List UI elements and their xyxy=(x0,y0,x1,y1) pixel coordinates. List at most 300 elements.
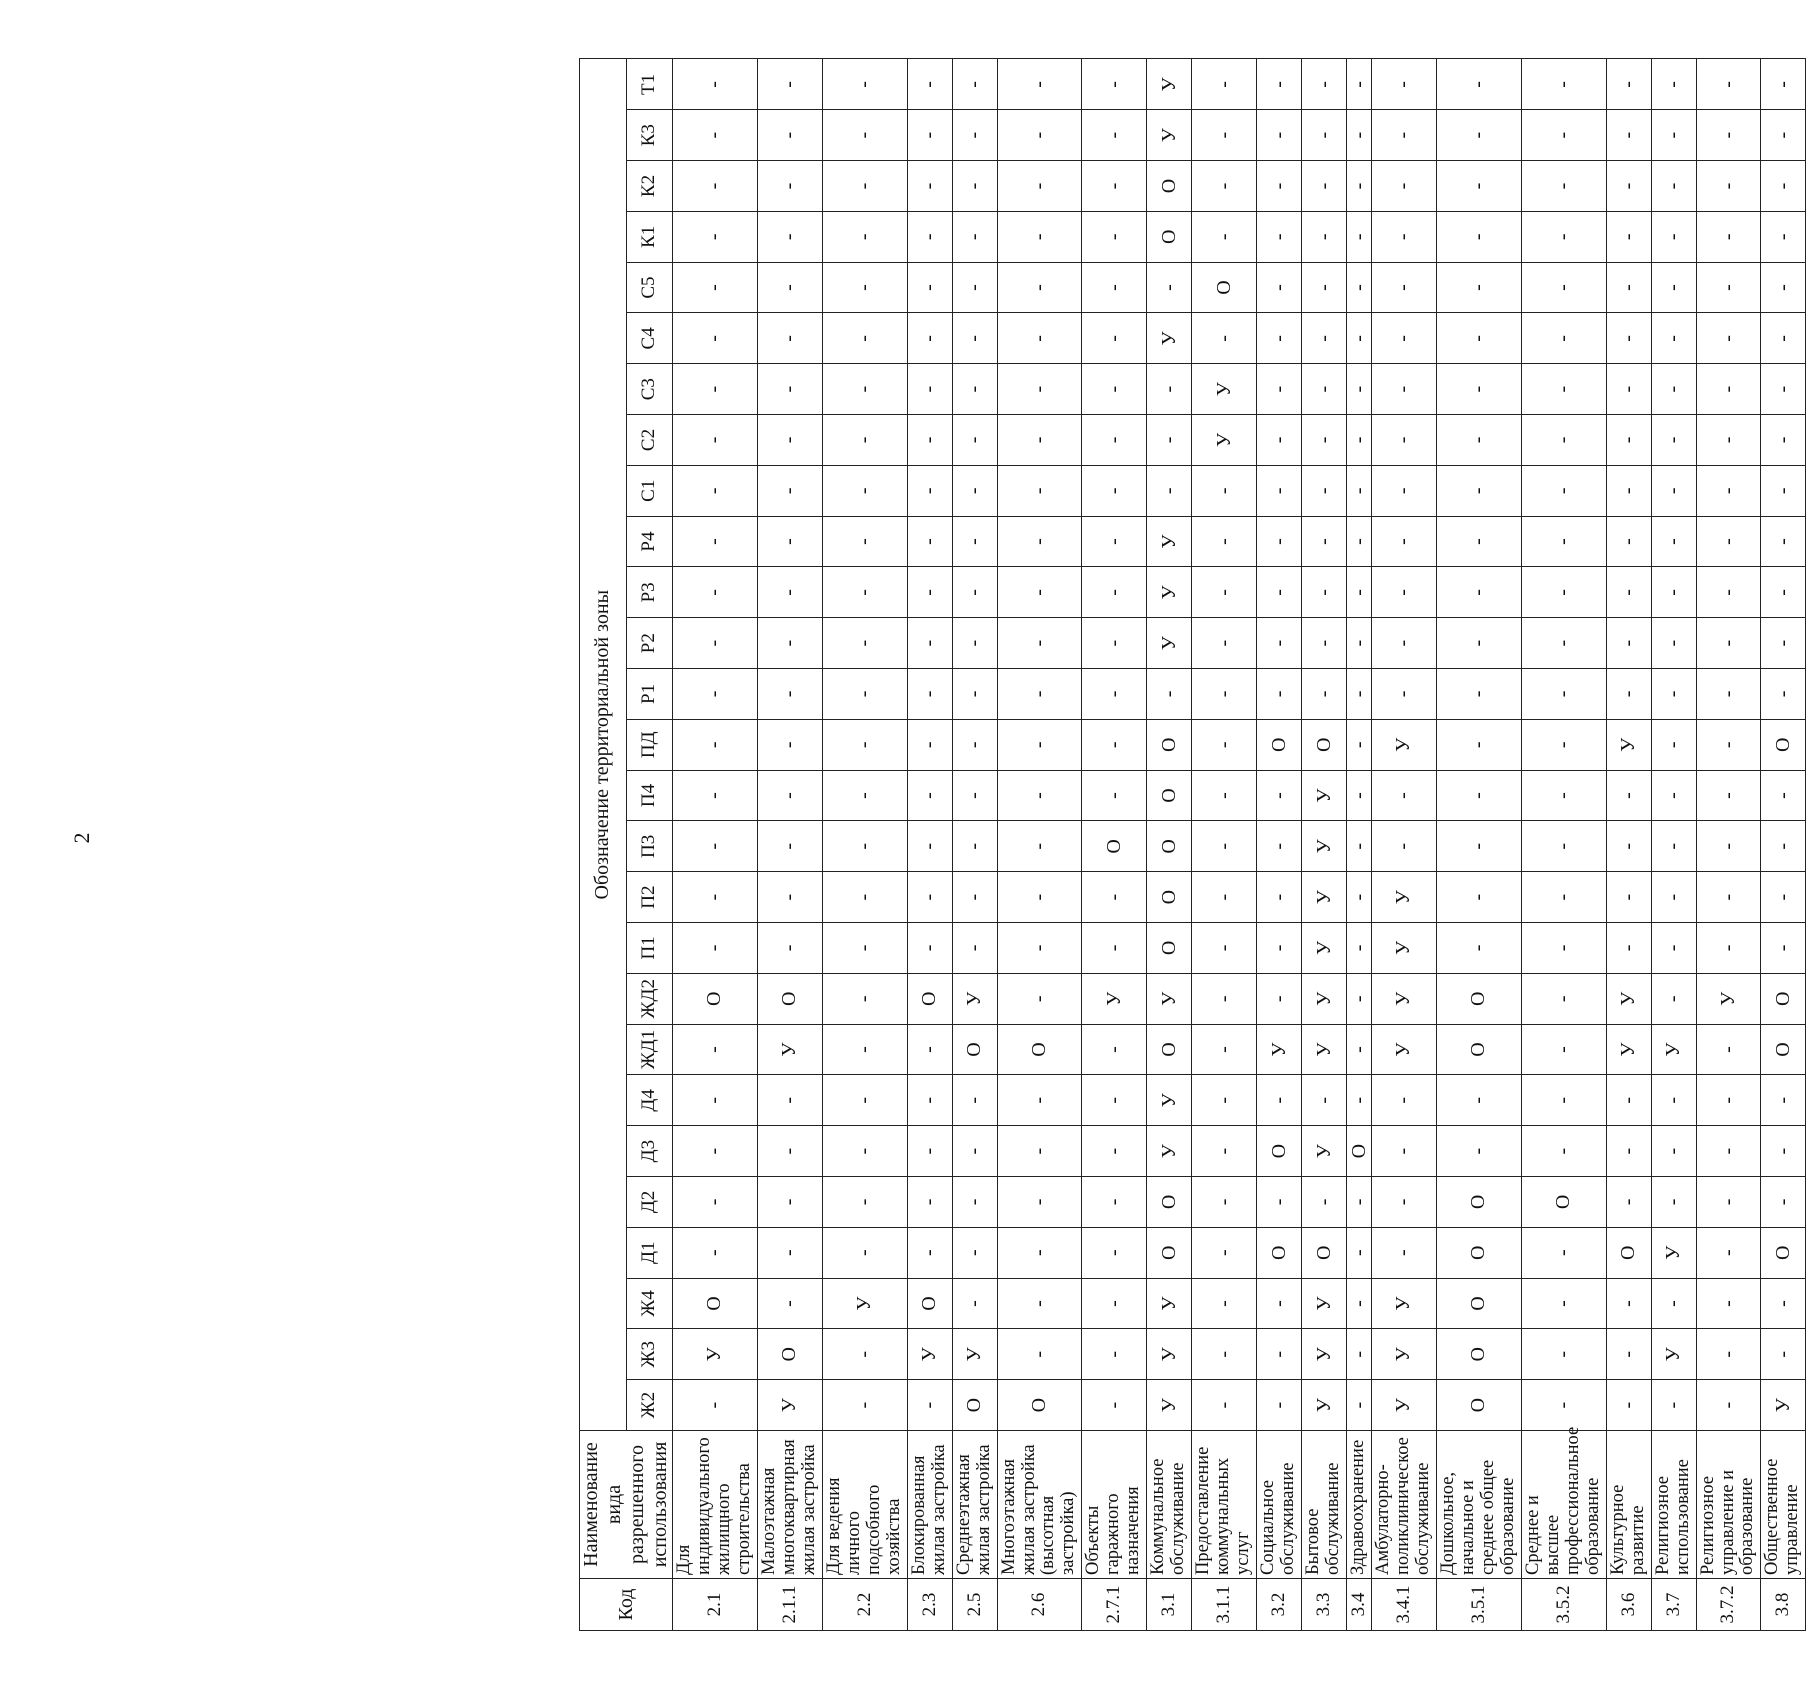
zone-value-cell: - xyxy=(1347,415,1372,466)
zone-value-cell: - xyxy=(757,821,822,872)
zone-value-cell: - xyxy=(1521,719,1606,770)
zone-value-cell: - xyxy=(822,1329,907,1380)
zone-value-cell: - xyxy=(1347,59,1372,110)
zone-value-cell: - xyxy=(997,1329,1082,1380)
zone-value-cell: - xyxy=(1761,923,1806,974)
zone-value-cell: - xyxy=(1347,618,1372,669)
zone-value-cell: - xyxy=(1651,1380,1696,1431)
zone-value-cell: - xyxy=(1257,465,1302,516)
zone-value-cell: - xyxy=(1192,1329,1257,1380)
zone-value-cell: - xyxy=(1082,1227,1147,1278)
zone-value-cell: У xyxy=(1606,1024,1651,1075)
zone-value-cell: - xyxy=(1192,618,1257,669)
zone-value-cell: - xyxy=(1302,567,1347,618)
zone-value-cell: - xyxy=(1436,1126,1521,1177)
row-name: Среднеэтажная жилая застройка xyxy=(952,1431,997,1579)
zone-value-cell: - xyxy=(673,364,758,415)
zone-value-cell: У xyxy=(1372,1380,1437,1431)
zone-value-cell: - xyxy=(1082,1075,1147,1126)
row-code: 3.3 xyxy=(1302,1579,1347,1631)
row-code: 3.5.1 xyxy=(1436,1579,1521,1631)
zone-code-header: П2 xyxy=(626,872,673,923)
table-row xyxy=(1302,59,1347,1631)
zone-value-cell: О xyxy=(907,973,952,1024)
zone-value-cell: - xyxy=(822,770,907,821)
zone-value-cell: - xyxy=(1257,1075,1302,1126)
zone-value-cell: - xyxy=(1436,719,1521,770)
table-row xyxy=(997,59,1082,1631)
zone-value-cell: - xyxy=(1696,1227,1761,1278)
zone-code-header: Т1 xyxy=(626,59,673,110)
zone-value-cell: О xyxy=(1147,1024,1192,1075)
zone-value-cell: У xyxy=(952,1329,997,1380)
zone-code-header: К1 xyxy=(626,211,673,262)
zone-value-cell: - xyxy=(757,161,822,212)
zone-value-cell: - xyxy=(1082,1024,1147,1075)
zone-value-cell: - xyxy=(822,415,907,466)
zone-value-cell: - xyxy=(1436,770,1521,821)
zone-value-cell: - xyxy=(1606,1329,1651,1380)
zone-value-cell: - xyxy=(997,313,1082,364)
zone-value-cell: У xyxy=(1372,1024,1437,1075)
zone-value-cell: - xyxy=(1347,719,1372,770)
row-name: Малоэтажная многоквартирная жилая застройка xyxy=(757,1431,822,1579)
table-row xyxy=(1696,59,1761,1631)
zone-value-cell: - xyxy=(1761,1075,1806,1126)
zone-value-cell: У xyxy=(1192,415,1257,466)
zone-value-cell: - xyxy=(997,211,1082,262)
zone-value-cell: У xyxy=(1372,719,1437,770)
zone-value-cell: О xyxy=(1147,719,1192,770)
zone-value-cell: - xyxy=(907,1126,952,1177)
zone-value-cell: - xyxy=(1436,1075,1521,1126)
zone-value-cell: - xyxy=(1521,923,1606,974)
zone-value-cell: - xyxy=(1347,567,1372,618)
zone-value-cell: О xyxy=(1436,1278,1521,1329)
zone-value-cell: - xyxy=(1347,364,1372,415)
zone-value-cell: - xyxy=(757,465,822,516)
zone-value-cell: - xyxy=(1651,1177,1696,1228)
zone-value-cell: - xyxy=(1606,1126,1651,1177)
zone-value-cell: - xyxy=(952,719,997,770)
zone-value-cell: О xyxy=(1192,262,1257,313)
zone-value-cell: - xyxy=(1082,313,1147,364)
zone-value-cell: О xyxy=(1436,1380,1521,1431)
row-name: Здравоохранение xyxy=(1347,1431,1372,1579)
zone-value-cell: - xyxy=(1082,59,1147,110)
table-row xyxy=(1761,59,1806,1631)
zone-value-cell: О xyxy=(1147,923,1192,974)
row-name: Культурное развитие xyxy=(1606,1431,1651,1579)
zone-value-cell: О xyxy=(1606,1227,1651,1278)
zone-value-cell: - xyxy=(1761,1278,1806,1329)
zone-value-cell: - xyxy=(757,364,822,415)
zone-value-cell: - xyxy=(1521,1126,1606,1177)
zone-value-cell: У xyxy=(1606,719,1651,770)
zone-value-cell: - xyxy=(997,465,1082,516)
zone-value-cell: - xyxy=(1347,1177,1372,1228)
zone-value-cell: О xyxy=(1436,1227,1521,1278)
zone-value-cell: - xyxy=(1651,821,1696,872)
zone-value-cell: - xyxy=(1436,110,1521,161)
zone-value-cell: - xyxy=(1347,1227,1372,1278)
zone-value-cell: - xyxy=(997,516,1082,567)
zone-value-cell: - xyxy=(1696,1024,1761,1075)
zone-value-cell: - xyxy=(757,719,822,770)
zone-value-cell: - xyxy=(1302,516,1347,567)
zone-value-cell: У xyxy=(1147,618,1192,669)
row-name: Общественное управление xyxy=(1761,1431,1806,1579)
zone-value-cell: У xyxy=(1302,821,1347,872)
zone-code-header: Д1 xyxy=(626,1227,673,1278)
zone-value-cell: - xyxy=(1521,161,1606,212)
zone-value-cell: - xyxy=(1521,262,1606,313)
zone-value-cell: - xyxy=(1651,313,1696,364)
zone-value-cell: - xyxy=(1302,364,1347,415)
zone-value-cell: - xyxy=(1082,1278,1147,1329)
zone-value-cell: - xyxy=(757,313,822,364)
zone-value-cell: - xyxy=(1347,313,1372,364)
zone-value-cell: О xyxy=(757,973,822,1024)
zone-value-cell: - xyxy=(997,364,1082,415)
zone-value-cell: У xyxy=(1147,1075,1192,1126)
zone-value-cell: - xyxy=(1696,1075,1761,1126)
zone-value-cell: - xyxy=(1302,313,1347,364)
zone-value-cell: - xyxy=(997,110,1082,161)
zone-value-cell: - xyxy=(1302,211,1347,262)
zone-value-cell: - xyxy=(673,1380,758,1431)
zone-value-cell: - xyxy=(1372,262,1437,313)
zone-value-cell: - xyxy=(1651,211,1696,262)
zone-value-cell: - xyxy=(1192,59,1257,110)
zone-value-cell: О xyxy=(1302,719,1347,770)
page-number: 2 xyxy=(69,832,94,844)
table-row xyxy=(822,59,907,1631)
zone-value-cell: - xyxy=(907,59,952,110)
zone-value-cell: - xyxy=(1606,1177,1651,1228)
zone-value-cell: - xyxy=(1696,821,1761,872)
zone-value-cell: - xyxy=(1696,872,1761,923)
zone-value-cell: - xyxy=(1372,669,1437,720)
zone-value-cell: - xyxy=(1436,618,1521,669)
zone-value-cell: О xyxy=(1147,211,1192,262)
zone-value-cell: - xyxy=(1192,110,1257,161)
zone-value-cell: - xyxy=(1192,770,1257,821)
row-name: Социальное обслуживание xyxy=(1257,1431,1302,1579)
zone-value-cell: - xyxy=(1302,465,1347,516)
zone-value-cell: - xyxy=(1082,262,1147,313)
zone-value-cell: - xyxy=(1192,1024,1257,1075)
zone-value-cell: - xyxy=(1372,770,1437,821)
zone-value-cell: - xyxy=(1606,211,1651,262)
zone-value-cell: - xyxy=(1521,313,1606,364)
zone-value-cell: У xyxy=(1651,1227,1696,1278)
zone-value-cell: У xyxy=(1192,364,1257,415)
row-code: 3.8 xyxy=(1761,1579,1806,1631)
zone-value-cell: - xyxy=(1696,262,1761,313)
zone-code-header: ЖД1 xyxy=(626,1024,673,1075)
zone-value-cell: - xyxy=(673,465,758,516)
zone-value-cell: - xyxy=(907,618,952,669)
zone-value-cell: - xyxy=(1192,1126,1257,1177)
zone-value-cell: - xyxy=(1347,110,1372,161)
zone-value-cell: - xyxy=(1372,1126,1437,1177)
zone-value-cell: - xyxy=(673,567,758,618)
zone-value-cell: У xyxy=(1147,567,1192,618)
zone-value-cell: - xyxy=(1347,465,1372,516)
zone-value-cell: - xyxy=(1521,872,1606,923)
zone-value-cell: - xyxy=(1302,262,1347,313)
zone-value-cell: - xyxy=(757,567,822,618)
zone-value-cell: - xyxy=(1651,719,1696,770)
zone-value-cell: - xyxy=(1347,923,1372,974)
zone-value-cell: - xyxy=(1372,821,1437,872)
zone-code-header: П1 xyxy=(626,923,673,974)
zone-value-cell: - xyxy=(1372,313,1437,364)
zone-value-cell: - xyxy=(1436,465,1521,516)
zone-value-cell: У xyxy=(757,1380,822,1431)
zone-value-cell: - xyxy=(1521,465,1606,516)
zone-code-header: К2 xyxy=(626,161,673,212)
zone-value-cell: - xyxy=(952,872,997,923)
zone-value-cell: У xyxy=(1147,1126,1192,1177)
zone-value-cell: - xyxy=(1521,669,1606,720)
zone-value-cell: - xyxy=(1082,618,1147,669)
zone-value-cell: О xyxy=(1147,872,1192,923)
zone-value-cell: У xyxy=(1147,516,1192,567)
zone-value-cell: - xyxy=(757,516,822,567)
zone-value-cell: - xyxy=(952,364,997,415)
zone-value-cell: - xyxy=(1436,262,1521,313)
zone-value-cell: - xyxy=(1372,110,1437,161)
zone-value-cell: - xyxy=(907,719,952,770)
zone-value-cell: - xyxy=(1761,211,1806,262)
zone-code-header: С4 xyxy=(626,313,673,364)
zone-value-cell: У xyxy=(1761,1380,1806,1431)
zone-value-cell: - xyxy=(757,618,822,669)
zone-value-cell: У xyxy=(1302,923,1347,974)
zone-value-cell: - xyxy=(673,770,758,821)
zone-value-cell: - xyxy=(1347,821,1372,872)
zone-value-cell: - xyxy=(1521,1227,1606,1278)
zone-value-cell: - xyxy=(757,1278,822,1329)
zone-value-cell: - xyxy=(1082,364,1147,415)
zone-value-cell: - xyxy=(1521,110,1606,161)
zone-value-cell: - xyxy=(1606,59,1651,110)
zone-value-cell: У xyxy=(1302,1329,1347,1380)
zone-value-cell: - xyxy=(1347,1024,1372,1075)
zone-value-cell: - xyxy=(1521,516,1606,567)
zone-value-cell: - xyxy=(1651,1126,1696,1177)
zone-value-cell: - xyxy=(907,567,952,618)
zone-value-cell: - xyxy=(1082,211,1147,262)
zone-value-cell: У xyxy=(1302,770,1347,821)
zone-value-cell: - xyxy=(1257,973,1302,1024)
zone-value-cell: - xyxy=(822,313,907,364)
zone-value-cell: - xyxy=(1192,1075,1257,1126)
zone-value-cell: О xyxy=(1257,1126,1302,1177)
zone-code-header: Р3 xyxy=(626,567,673,618)
zone-value-cell: - xyxy=(1651,770,1696,821)
zone-value-cell: - xyxy=(1436,59,1521,110)
zone-value-cell: - xyxy=(1257,110,1302,161)
rotated-table-wrapper xyxy=(579,69,1803,1631)
zone-value-cell: - xyxy=(1606,262,1651,313)
row-name: Религиозное использование xyxy=(1651,1431,1696,1579)
row-name: Амбулаторно-поликлиническое обслуживание xyxy=(1372,1431,1437,1579)
zone-value-cell: - xyxy=(1761,364,1806,415)
zone-value-cell: - xyxy=(1257,161,1302,212)
row-name: Коммунальное обслуживание xyxy=(1147,1431,1192,1579)
zone-value-cell: - xyxy=(1302,110,1347,161)
zone-value-cell: - xyxy=(997,973,1082,1024)
table-row xyxy=(1347,59,1372,1631)
zone-value-cell: - xyxy=(1192,1278,1257,1329)
row-code: 3.4.1 xyxy=(1372,1579,1437,1631)
zone-value-cell: - xyxy=(1761,567,1806,618)
zone-value-cell: - xyxy=(997,1177,1082,1228)
zone-value-cell: - xyxy=(907,1380,952,1431)
zone-value-cell: - xyxy=(1372,415,1437,466)
zone-value-cell: - xyxy=(1257,415,1302,466)
zone-code-header: Р4 xyxy=(626,516,673,567)
zone-value-cell: - xyxy=(1347,1278,1372,1329)
zone-value-cell: - xyxy=(1192,923,1257,974)
zone-value-cell: - xyxy=(1257,618,1302,669)
zone-value-cell: У xyxy=(952,973,997,1024)
zone-value-cell: У xyxy=(673,1329,758,1380)
zone-value-cell: - xyxy=(1192,973,1257,1024)
zone-value-cell: - xyxy=(1192,161,1257,212)
zone-value-cell: - xyxy=(757,1126,822,1177)
zone-value-cell: - xyxy=(1606,770,1651,821)
zone-value-cell: - xyxy=(1521,770,1606,821)
zone-code-header: Р1 xyxy=(626,669,673,720)
zone-value-cell: - xyxy=(822,973,907,1024)
row-name: Блокированная жилая застройка xyxy=(907,1431,952,1579)
zone-value-cell: - xyxy=(1651,567,1696,618)
zone-value-cell: - xyxy=(1696,567,1761,618)
zone-value-cell: - xyxy=(907,1177,952,1228)
zone-value-cell: - xyxy=(1436,567,1521,618)
zone-value-cell: - xyxy=(822,1227,907,1278)
zone-value-cell: - xyxy=(1347,516,1372,567)
zone-value-cell: - xyxy=(822,719,907,770)
zone-value-cell: - xyxy=(1347,770,1372,821)
zone-value-cell: - xyxy=(1436,364,1521,415)
zoning-table xyxy=(579,58,1806,1631)
row-code: 2.6 xyxy=(997,1579,1082,1631)
table-row xyxy=(757,59,822,1631)
table-row xyxy=(1147,59,1192,1631)
zone-value-cell: - xyxy=(1372,161,1437,212)
zone-value-cell: - xyxy=(952,313,997,364)
zone-value-cell: - xyxy=(1651,516,1696,567)
zone-value-cell: - xyxy=(822,465,907,516)
zone-value-cell: О xyxy=(1761,1024,1806,1075)
zone-value-cell: - xyxy=(1147,669,1192,720)
zone-value-cell: - xyxy=(1521,567,1606,618)
zone-value-cell: - xyxy=(997,669,1082,720)
zone-value-cell: - xyxy=(1302,1075,1347,1126)
zone-value-cell: О xyxy=(952,1380,997,1431)
zone-code-header: Д4 xyxy=(626,1075,673,1126)
zone-value-cell: - xyxy=(673,313,758,364)
zone-value-cell: - xyxy=(952,1177,997,1228)
zone-value-cell: - xyxy=(1372,364,1437,415)
zone-value-cell: - xyxy=(1082,923,1147,974)
row-name: Дошкольное, начальное и среднее общее образование xyxy=(1436,1431,1521,1579)
zone-value-cell: - xyxy=(822,211,907,262)
zone-value-cell: - xyxy=(1761,821,1806,872)
zone-value-cell: - xyxy=(1372,1177,1437,1228)
zone-value-cell: - xyxy=(1082,567,1147,618)
zone-value-cell: - xyxy=(952,465,997,516)
zone-value-cell: - xyxy=(1082,1329,1147,1380)
row-code: 2.7.1 xyxy=(1082,1579,1147,1631)
zone-value-cell: - xyxy=(1651,415,1696,466)
zone-value-cell: - xyxy=(1761,465,1806,516)
zone-value-cell: О xyxy=(1436,1177,1521,1228)
zone-value-cell: - xyxy=(907,161,952,212)
zone-value-cell: - xyxy=(1082,1380,1147,1431)
zone-value-cell: - xyxy=(1436,872,1521,923)
table-row xyxy=(1521,59,1606,1631)
zone-value-cell: - xyxy=(997,1227,1082,1278)
zone-value-cell: - xyxy=(1696,59,1761,110)
zone-code-header: Д3 xyxy=(626,1126,673,1177)
zone-value-cell: - xyxy=(1606,465,1651,516)
zone-value-cell: - xyxy=(1192,872,1257,923)
zone-value-cell: У xyxy=(1147,59,1192,110)
zone-value-cell: - xyxy=(1257,1329,1302,1380)
zone-value-cell: - xyxy=(1372,516,1437,567)
zone-value-cell: - xyxy=(997,923,1082,974)
zone-value-cell: - xyxy=(1521,1278,1606,1329)
zone-value-cell: - xyxy=(757,110,822,161)
zone-value-cell: О xyxy=(1436,973,1521,1024)
table-row xyxy=(907,59,952,1631)
zone-value-cell: - xyxy=(952,262,997,313)
zone-value-cell: - xyxy=(952,567,997,618)
zone-value-cell: - xyxy=(1696,516,1761,567)
zone-value-cell: - xyxy=(1761,618,1806,669)
zone-value-cell: - xyxy=(1651,872,1696,923)
zone-value-cell: - xyxy=(1192,1177,1257,1228)
zone-value-cell: - xyxy=(1521,1380,1606,1431)
zone-value-cell: - xyxy=(1192,567,1257,618)
zone-value-cell: - xyxy=(1302,59,1347,110)
zone-value-cell: У xyxy=(1082,973,1147,1024)
zone-value-cell: - xyxy=(1302,161,1347,212)
zone-value-cell: - xyxy=(952,669,997,720)
zone-value-cell: - xyxy=(757,872,822,923)
zone-value-cell: - xyxy=(907,364,952,415)
zone-value-cell: - xyxy=(1192,465,1257,516)
zone-value-cell: - xyxy=(1761,1329,1806,1380)
zone-value-cell: - xyxy=(1606,313,1651,364)
zone-value-cell: - xyxy=(1651,59,1696,110)
zone-value-cell: - xyxy=(907,1227,952,1278)
zone-value-cell: - xyxy=(673,923,758,974)
zone-value-cell: - xyxy=(822,516,907,567)
zone-value-cell: - xyxy=(952,59,997,110)
zone-value-cell: - xyxy=(673,872,758,923)
zone-value-cell: - xyxy=(952,1278,997,1329)
table-row xyxy=(1651,59,1696,1631)
zone-value-cell: - xyxy=(1257,821,1302,872)
zone-value-cell: - xyxy=(952,770,997,821)
